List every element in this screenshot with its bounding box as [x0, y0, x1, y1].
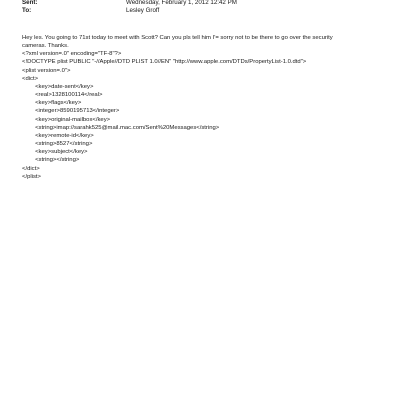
plist-entry-line: <key>remote-id</key>	[22, 132, 94, 139]
plist-entry-line: <key>date-sent</key>	[22, 83, 94, 90]
to-recipient-value: Lesley Groff	[126, 7, 160, 14]
sent-header-row	[22, 0, 237, 7]
plist-entry-line: <integer>8590195713</integer>	[22, 108, 120, 115]
email-body	[22, 34, 382, 181]
plist-entry-line: <string>imap://sarahk525@mail.mac.com/Sent%20Messages</string>	[22, 124, 220, 131]
sent-label: Sent:	[22, 0, 38, 6]
plist-entry-line: <real>1328100114</real>	[22, 92, 103, 99]
plist-open-line: <plist version=.0">	[22, 67, 71, 74]
message-line: Hey les. You going to 71st today to meet with Scott? Can you pls tell him I'= sorry not to be there to go over the security	[22, 35, 333, 41]
to-header-row	[22, 7, 159, 15]
message-line: cameras. Thanks.	[22, 43, 69, 50]
dict-close-line: </dict>	[22, 165, 40, 172]
doctype-line: <!DOCTYPE plist PUBLIC "-//Apple//DTD PLIST 1.0//EN" "http://www.apple.com/DTDs/PropertyList-1.0.dtd">	[22, 59, 307, 66]
to-label: To:	[22, 7, 32, 14]
sent-date-value: Wednesday, February 1, 2012 12:42 PM	[126, 0, 237, 6]
plist-close-line: </plist>	[22, 173, 41, 180]
plist-entry-line: <key>subject</key>	[22, 149, 88, 156]
dict-open-line: <dict>	[22, 75, 39, 82]
plist-entry-line: <string></string>	[22, 157, 80, 164]
plist-entry-line: <string>8527</string>	[22, 141, 93, 148]
plist-entry-line: <key>flags</key>	[22, 100, 82, 107]
xml-declaration-line: <?xml version=.0" encoding="TF-8"?>	[22, 51, 122, 58]
plist-entry-line: <key>original-mailbox</key>	[22, 116, 111, 123]
